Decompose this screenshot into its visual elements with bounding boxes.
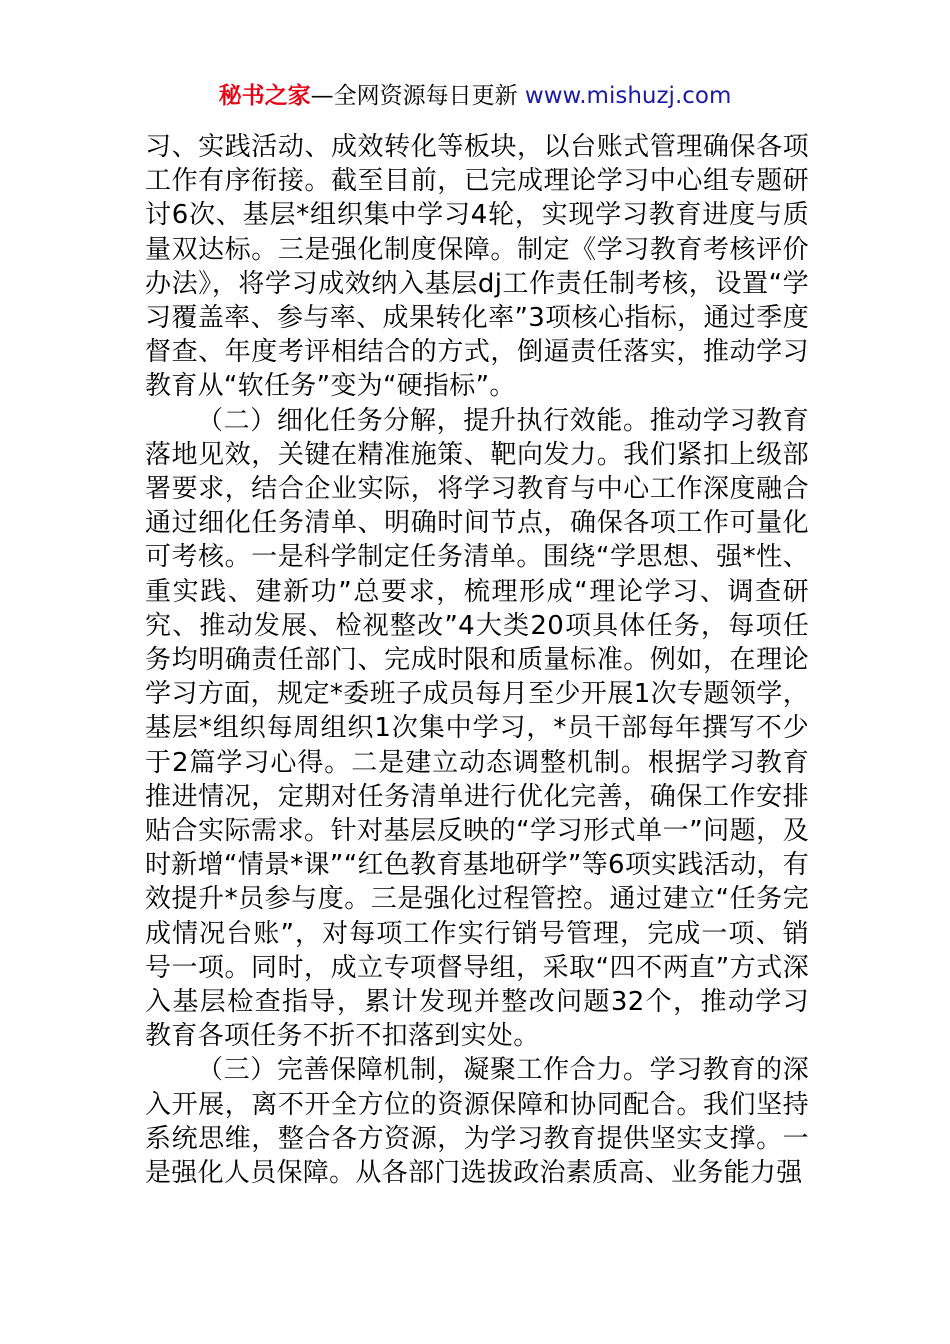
- site-header: [0, 80, 950, 112]
- paragraph-section-three: （三）完善保障机制，凝聚工作合力。学习教育的深入开展，离不开全方位的资源保障和协同配合。我们坚持系统思维，整合各方资源，为学习教育提供坚实支撑。一是强化人员保障。从各部门选拔政治素质高、业务能力强: [145, 1055, 809, 1189]
- site-tagline: —全网资源每日更新: [310, 83, 525, 109]
- paragraph-section-two: （二）细化任务分解，提升执行效能。推动学习教育落地见效，关键在精准施策、靶向发力。我们紧扣上级部署要求，结合企业实际，将学习教育与中心工作深度融合通过细化任务清单、明确时间节点，确保各项工作可量化可考核。一是科学制定任务清单。围绕“学思想、强*性、重实践、建新功”总要求，梳理形成“理论学习、调查研究、推动发展、检视整改”4大类20项具体任务，每项任务均明确责任部门、完成时限和质量标准。例如，在理论学习方面，规定*委班子成员每月至少开展1次专题领学，基层*组织每周组织1次集中学习，*员干部每年撰写不少于2篇学习心得。二是建立动态调整机制。根据学习教育推进情况，定期对任务清单进行优化完善，确保工作安排贴合实际需求。针对基层反映的“学习形式单一”问题，及时新增“情景*课”“红色教育基地研学”等6项实践活动，有效提升*员参与度。三是强化过程管控。通过建立“任务完成情况台账”，对每项工作实行销号管理，完成一项、销号一项。同时，成立专项督导组，采取“四不两直”方式深入基层检查指导，累计发现并整改问题32个，推动学习教育各项任务不折不扣落到实处。: [145, 405, 809, 1052]
- paragraph-continuation: 习、实践活动、成效转化等板块，以台账式管理确保各项工作有序衔接。截至目前，已完成理论学习中心组专题研讨6次、基层*组织集中学习4轮，实现学习教育进度与质量双达标。三是强化制度保障。制定《学习教育考核评价办法》，将学习成效纳入基层dj工作责任制考核，设置“学习覆盖率、参与率、成果转化率”3项核心指标，通过季度督查、年度考评相结合的方式，倒逼责任落实，推动学习教育从“软任务”变为“硬指标”。: [145, 132, 809, 402]
- site-brand: 秘书之家: [218, 83, 311, 109]
- document-body: [145, 130, 809, 1190]
- site-url-link[interactable]: www.mishuzj.com: [524, 83, 732, 109]
